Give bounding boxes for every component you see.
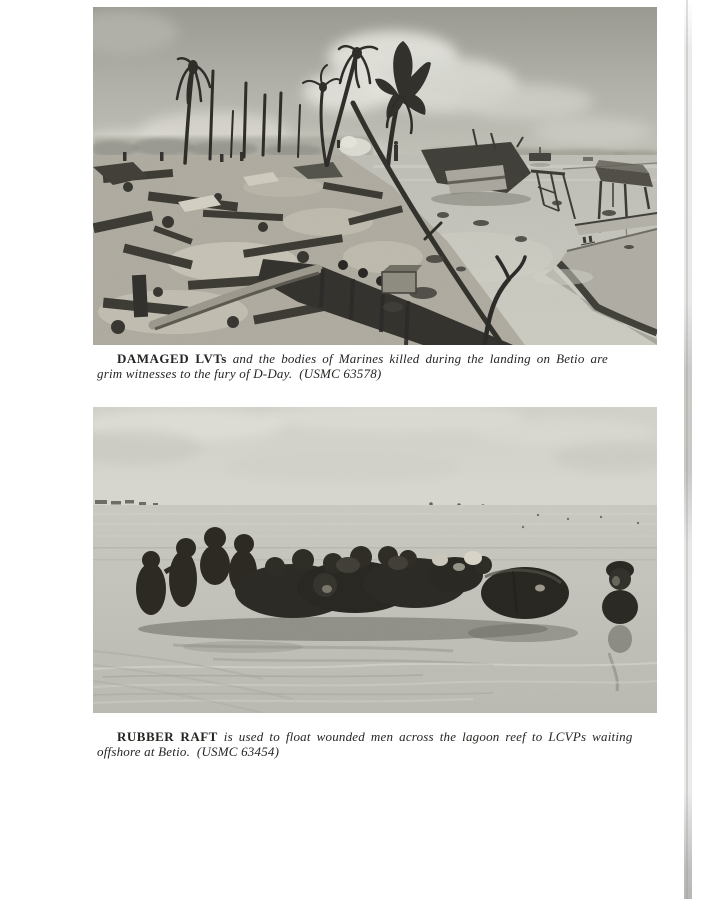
caption-damaged-lvts xyxy=(97,351,649,381)
caption-line-2: grim witnesses to the fury of D-Day. (USMC 63578) xyxy=(97,366,382,381)
caption-line-1 xyxy=(97,729,649,744)
caption-body-text: and the bodies of Marines killed during the landing on Betio are xyxy=(226,351,608,366)
photo-rubber-raft-art xyxy=(93,407,657,713)
photo-rubber-raft xyxy=(93,407,657,713)
caption-lead-text: DAMAGED LVTs xyxy=(117,351,227,366)
page-edge-shadow xyxy=(684,0,692,899)
caption-line-1 xyxy=(97,351,649,366)
caption-rubber-raft xyxy=(97,729,649,759)
caption-body-text: is used to float wounded men across the lagoon reef to LCVPs waiting xyxy=(217,729,633,744)
caption-lead-text: RUBBER RAFT xyxy=(117,729,218,744)
film-grain xyxy=(93,407,657,713)
photo-damaged-lvts-art xyxy=(93,7,657,345)
photo-damaged-lvts xyxy=(93,7,657,345)
film-grain xyxy=(93,7,657,345)
caption-line-2: offshore at Betio. (USMC 63454) xyxy=(97,744,280,759)
